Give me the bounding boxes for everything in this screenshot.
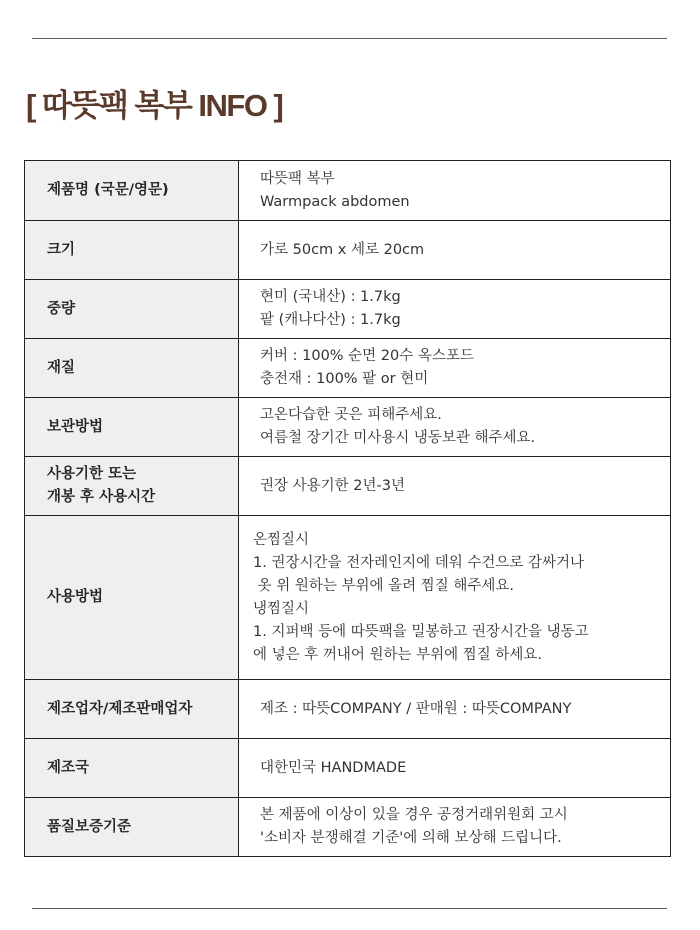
value-line: 1. 권장시간을 전자레인지에 데워 수건으로 감싸거나 bbox=[253, 554, 585, 571]
value-line: 고온다습한 곳은 피해주세요. bbox=[260, 407, 442, 423]
table-row bbox=[25, 221, 671, 280]
label-line: 재질 bbox=[47, 359, 76, 376]
value-line: '소비자 분쟁해결 기준'에 의해 보상해 드립니다. bbox=[260, 830, 562, 846]
row-value bbox=[239, 221, 671, 280]
value-line: 냉찜질시 bbox=[253, 600, 310, 617]
label-line: 품질보증기준 bbox=[47, 818, 132, 835]
label-line: 사용기한 또는 bbox=[47, 466, 137, 482]
value-line: 현미 (국내산) : 1.7kg bbox=[260, 289, 401, 305]
value-line: 팥 (캐나다산) : 1.7kg bbox=[260, 312, 401, 328]
row-label bbox=[25, 398, 239, 457]
table-row bbox=[25, 339, 671, 398]
table-row bbox=[25, 680, 671, 739]
value-line: 충전재 : 100% 팥 or 현미 bbox=[260, 371, 429, 387]
value-line: Warmpack abdomen bbox=[260, 193, 410, 210]
label-line: 개봉 후 사용시간 bbox=[47, 489, 156, 505]
row-label bbox=[25, 739, 239, 798]
value-line: 제조 : 따뜻COMPANY / 판매원 : 따뜻COMPANY bbox=[260, 700, 572, 717]
row-label bbox=[25, 516, 239, 680]
value-line: 본 제품에 이상이 있을 경우 공정거래위원회 고시 bbox=[260, 807, 568, 823]
label-line: 보관방법 bbox=[47, 418, 104, 435]
row-label bbox=[25, 680, 239, 739]
value-line: 온찜질시 bbox=[253, 531, 310, 548]
table-row bbox=[25, 280, 671, 339]
table-row bbox=[25, 161, 671, 221]
row-value bbox=[239, 516, 671, 680]
row-label bbox=[25, 798, 239, 857]
value-line: 1. 지퍼백 등에 따뜻팩을 밀봉하고 권장시간을 냉동고 bbox=[253, 623, 589, 640]
table-row bbox=[25, 739, 671, 798]
page-title: [ 따뜻팩 복부 INFO ] bbox=[26, 88, 283, 123]
row-value bbox=[239, 161, 671, 221]
row-label bbox=[25, 457, 239, 516]
value-line: 대한민국 HANDMADE bbox=[260, 759, 407, 776]
value-line: 따뜻팩 복부 bbox=[260, 170, 335, 187]
value-line: 가로 50cm x 세로 20cm bbox=[260, 241, 425, 258]
row-value bbox=[239, 280, 671, 339]
value-line: 에 넣은 후 꺼내어 원하는 부위에 찜질 하세요. bbox=[253, 646, 542, 663]
row-label bbox=[25, 161, 239, 221]
row-value bbox=[239, 457, 671, 516]
value-line: 권장 사용기한 2년-3년 bbox=[260, 477, 405, 494]
product-info-table bbox=[24, 160, 671, 857]
row-label bbox=[25, 221, 239, 280]
table-row bbox=[25, 798, 671, 857]
label-line: 제조업자/제조판매업자 bbox=[47, 700, 193, 717]
row-label bbox=[25, 280, 239, 339]
row-label bbox=[25, 339, 239, 398]
table-row bbox=[25, 457, 671, 516]
value-line: 여름철 장기간 미사용시 냉동보관 해주세요. bbox=[260, 430, 536, 446]
label-line: 사용방법 bbox=[47, 589, 104, 605]
row-value bbox=[239, 339, 671, 398]
label-line: 크기 bbox=[47, 241, 76, 258]
value-line: 옷 위 원하는 부위에 올려 찜질 해주세요. bbox=[253, 577, 514, 594]
top-divider bbox=[32, 38, 667, 39]
table-row bbox=[25, 516, 671, 680]
row-value bbox=[239, 680, 671, 739]
row-value bbox=[239, 739, 671, 798]
row-value bbox=[239, 398, 671, 457]
row-value bbox=[239, 798, 671, 857]
value-line: 커버 : 100% 순면 20수 옥스포드 bbox=[260, 348, 474, 364]
label-line: 제품명 (국문/영문) bbox=[47, 182, 169, 198]
label-line: 중량 bbox=[47, 300, 76, 317]
label-line: 제조국 bbox=[47, 759, 90, 776]
table-row bbox=[25, 398, 671, 457]
bottom-divider bbox=[32, 908, 667, 909]
